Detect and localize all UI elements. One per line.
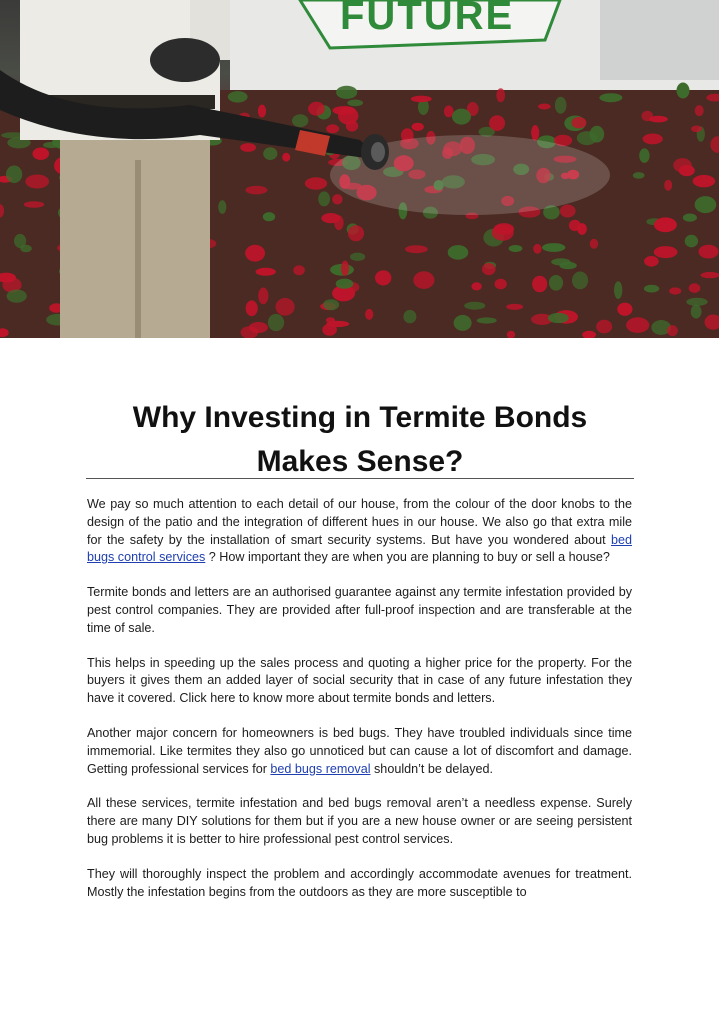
- flower: [701, 272, 719, 278]
- leaf: [549, 275, 563, 291]
- title-divider: [86, 478, 634, 479]
- flower: [249, 322, 268, 333]
- paragraph-6: They will thoroughly inspect the problem and accordingly accommodate avenues for treatment. Mostly the infestation begins from the outdoors as they are more susceptible to: [87, 866, 632, 899]
- flower: [471, 282, 481, 290]
- leaf: [577, 131, 597, 145]
- leaf: [318, 191, 330, 206]
- leaf: [644, 285, 659, 293]
- leaf: [228, 91, 248, 102]
- flower: [626, 317, 649, 333]
- leaf: [7, 290, 27, 303]
- leaf: [691, 305, 702, 319]
- leaf: [292, 114, 308, 127]
- flower: [332, 194, 342, 204]
- leaf: [20, 245, 32, 252]
- flower: [413, 271, 434, 289]
- flower: [699, 245, 719, 259]
- flower: [654, 246, 678, 258]
- paragraph-5: All these services, termite infestation and bed bugs removal aren’t a needless expense. Surely there are many DIY solutions for them but if you are a new house owner or are seeing persistent bug problems it is better to hire professional pest control services.: [87, 796, 632, 846]
- flower: [590, 239, 598, 249]
- leaf: [477, 317, 497, 323]
- title-line-2: Makes Sense?: [256, 445, 464, 478]
- leaf: [403, 310, 416, 323]
- bed-bugs-control-services-link[interactable]: bed bugs control services: [87, 532, 632, 565]
- flower: [492, 224, 514, 240]
- flower: [693, 175, 716, 187]
- flower: [246, 300, 258, 316]
- flower: [245, 245, 265, 262]
- flower: [245, 186, 267, 195]
- bed-bugs-removal-link[interactable]: bed bugs removal: [270, 761, 371, 776]
- flower: [334, 215, 344, 230]
- flower: [365, 309, 373, 320]
- flower: [24, 201, 44, 208]
- leaf: [683, 214, 697, 222]
- flower: [489, 115, 505, 131]
- flower: [531, 125, 539, 141]
- leaf: [685, 235, 698, 248]
- leaf: [263, 212, 275, 221]
- article-title: [86, 396, 634, 484]
- flower: [560, 205, 576, 218]
- leaf: [639, 148, 649, 162]
- flower: [405, 245, 428, 253]
- paragraph-4-text-b: shouldn’t be delayed.: [370, 761, 494, 776]
- flower: [282, 153, 290, 162]
- flower: [308, 102, 325, 116]
- flower: [25, 175, 49, 189]
- van-logo-text: FUTURE: [340, 0, 515, 38]
- leaf: [454, 315, 472, 331]
- leaf: [686, 298, 707, 306]
- leaf: [452, 109, 471, 125]
- paragraph-1: [87, 496, 632, 567]
- flower: [667, 325, 678, 336]
- flower: [332, 106, 355, 115]
- paragraph-3: This helps in speeding up the sales process and quoting a higher price for the property. For the buyers it gives them an added layer of social security that in case of any future infestation they have it covered. Click here to know more about termite bonds and letters.: [87, 655, 632, 706]
- flower: [496, 88, 505, 102]
- flower: [326, 317, 335, 323]
- flower: [649, 116, 668, 123]
- leaf: [464, 302, 485, 310]
- flower: [258, 288, 268, 305]
- flower: [411, 96, 432, 103]
- leaf: [614, 281, 622, 299]
- flower: [644, 256, 659, 267]
- flower: [375, 270, 391, 285]
- flower: [538, 104, 551, 110]
- flower: [673, 158, 692, 172]
- paragraph-2: Termite bonds and letters are an authorised guarantee against any termite infestation provided by pest control companies. They are provided after full-proof inspection and are transferable at the time of sale.: [87, 585, 632, 635]
- leaf: [323, 299, 339, 310]
- flower: [569, 220, 581, 231]
- leaf: [695, 196, 717, 213]
- leaf: [263, 147, 277, 160]
- leaf: [599, 93, 622, 102]
- flower: [695, 105, 704, 116]
- flower: [240, 143, 256, 152]
- van-window: [600, 0, 719, 80]
- leaf: [677, 83, 690, 99]
- flower: [346, 120, 358, 131]
- flower: [596, 320, 612, 334]
- leaf: [6, 166, 22, 184]
- flower: [341, 261, 349, 276]
- article-body: [87, 496, 632, 918]
- flower: [669, 287, 681, 294]
- flower: [256, 268, 276, 276]
- leaf: [350, 253, 365, 261]
- flower: [258, 105, 266, 118]
- leaf: [555, 97, 567, 114]
- flower: [33, 148, 50, 160]
- hero-image: [0, 0, 719, 338]
- flower: [654, 217, 677, 232]
- leaf: [336, 279, 354, 289]
- flower: [689, 283, 701, 293]
- paragraph-4-text-a: Another major concern for homeowners is bed bugs. They have troubled individuals since time immemorial. Like termites they also go unnoticed but can cause a lot of discomfort and damage. Getting professional services for: [87, 725, 632, 776]
- flower: [482, 263, 496, 275]
- leaf: [43, 142, 59, 148]
- leaf: [336, 86, 357, 99]
- paragraph-4: [87, 725, 632, 778]
- flower: [495, 279, 507, 290]
- leaf: [448, 245, 469, 260]
- flower: [643, 134, 663, 145]
- leaf: [268, 314, 284, 331]
- paragraph-1-text-b: ? How important they are when you are planning to buy or sell a house?: [205, 550, 610, 565]
- flower: [276, 298, 295, 316]
- paragraph-1-text-a: We pay so much attention to each detail of our house, from the colour of the door knobs to the design of the patio and the integration of different hues in our house. We also go that extra mile for the safety by the installation of smart security systems. But have you wondered about: [87, 497, 632, 547]
- title-line-1: Why Investing in Termite Bonds: [132, 401, 588, 434]
- flower: [664, 180, 672, 191]
- flower: [412, 123, 424, 131]
- flower: [326, 124, 339, 133]
- leaf: [542, 243, 565, 252]
- flower: [691, 126, 702, 133]
- leaf: [572, 272, 588, 290]
- flower: [572, 117, 587, 128]
- flower: [617, 303, 632, 316]
- flower: [532, 276, 547, 293]
- leaf: [347, 100, 363, 107]
- flower: [348, 225, 364, 241]
- leaf: [551, 258, 571, 265]
- leaf: [218, 200, 226, 214]
- hero-illustration: [0, 0, 719, 338]
- flower: [305, 177, 327, 189]
- flower: [506, 304, 523, 310]
- glove: [150, 38, 220, 82]
- flower: [293, 265, 305, 275]
- flower: [533, 244, 541, 254]
- leaf: [548, 313, 569, 323]
- leaf: [633, 172, 645, 179]
- leaf: [509, 245, 523, 252]
